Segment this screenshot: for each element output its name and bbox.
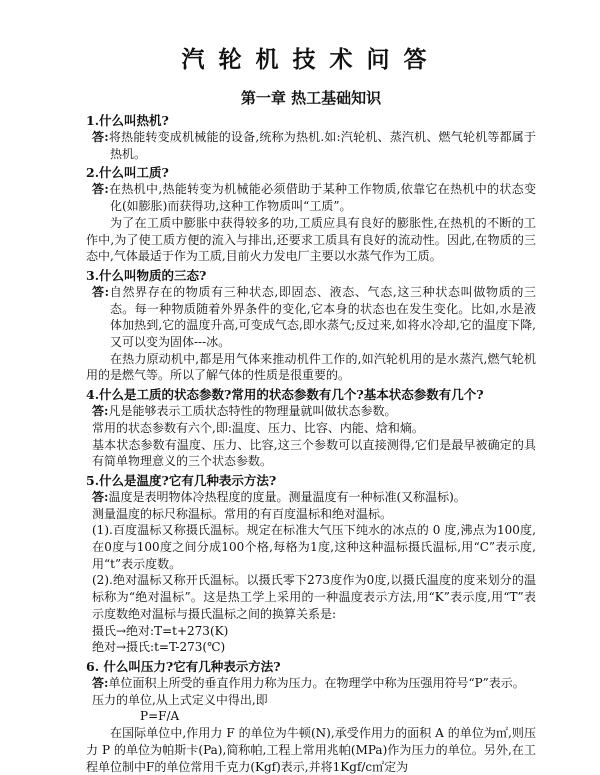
answer-text: 温度是表明物体冷热程度的度量。测量温度有一种标准(又称温标)。 <box>108 489 466 504</box>
answer-paragraph <box>92 675 536 692</box>
question-6 <box>86 658 536 775</box>
body-line: 常用的状态参数有六个,即:温度、压力、比容、内能、焓和熵。 <box>92 420 424 435</box>
question-1 <box>86 112 536 162</box>
chapter-heading: 第一章 热工基础知识 <box>240 89 382 107</box>
answer-text: 单位面积上所受的垂直作用力称为压力。在物理学中称为压强用符号“P”表示。 <box>108 675 525 690</box>
answer-label: 答: <box>92 404 109 419</box>
answer-label: 答: <box>92 182 109 197</box>
body-line: 测量温度的标尺称温标。常用的有百度温标和绝对温标。 <box>92 506 393 521</box>
question-heading: 3.什么叫物质的三态? <box>86 267 207 283</box>
answer-paragraph <box>92 284 536 351</box>
answer-paragraph <box>92 489 536 506</box>
answer-paragraph <box>92 403 536 420</box>
question-4 <box>86 386 536 470</box>
question-3 <box>86 267 536 384</box>
answer-label: 答: <box>92 130 109 144</box>
answer-paragraph <box>92 181 536 214</box>
answer-label: 答: <box>92 489 109 504</box>
answer-text: 自然界存在的物质有三种状态,即固态、液态、气态,这三种状态叫做物质的三态。每一种物质随着外界条件的变化,它本身的状态也在发生变化。比如,水是液体加热到,它的温度升高,可变成气态,即水蒸气;反过来,如将水冷却,它的温度下降,又可以变为固体---冰。 <box>109 284 536 350</box>
answer-text: 凡是能够表示工质状态特性的物理量就叫做状态参数。 <box>108 404 397 419</box>
body-line: (2).绝对温标又称开氏温标。以摄氏零下273度作为0度,以摄氏温度的度来划分的温标称为“绝对温标”。这是热工学上采用的一种温度表示方法,用“K”表示度,用“T”表示度数绝对温标与摄氏温标之间的换算关系是: <box>92 573 536 621</box>
formula-line: P=F/A <box>140 709 180 724</box>
body-line: 压力的单位,从上式定义中得出,即 <box>92 692 268 707</box>
answer-text: 将热能转变成机械能的设备,统称为热机.如:汽轮机、蒸汽机、燃气轮机等都属于热机。 <box>108 130 536 161</box>
body-paragraph: 在热力原动机中,都是用气体来推动机件工作的,如汽轮机用的是水蒸汽,燃气轮机用的是燃气等。所以了解气体的性质是很重要的。 <box>86 351 536 383</box>
answer-label: 答: <box>92 675 109 690</box>
question-heading: 2.什么叫工质? <box>86 165 169 181</box>
body-line: (1).百度温标又称摄氏温标。规定在标准大气压下纯水的冰点的 0 度,沸点为100度,在0度与100度之间分成100个格,每格为1度,这种这种温标摄氏温标,用“C”表示度,用“t”表示度数。 <box>92 523 536 571</box>
document-title: 汽轮机技术问答 <box>181 46 441 73</box>
formula-line: 绝对→摄氏:t=T-273(℃) <box>92 640 226 655</box>
formula-line: 摄氏→绝对:T=t+273(K) <box>92 623 229 638</box>
question-heading: 4.什么是工质的状态参数?常用的状态参数有几个?基本状态参数有几个? <box>86 387 484 403</box>
answer-paragraph <box>92 129 536 162</box>
body-line: 基本状态参数有温度、压力、比容,这三个参数可以直接测得,它们是最早被确定的具有简单物理意义的三个状态参数。 <box>92 437 536 469</box>
body-paragraph: 在国际单位中,作用力 F 的单位为牛顿(N),承受作用力的面积 A 的单位为㎡,则压力 P 的单位为帕斯卡(Pa),简称帕,工程上常用兆帕(MPa)作为压力的单位。另外,在工程单位制中F的单位常用千克力(Kgf)表示,并将1Kgf/c㎡定为 <box>86 726 536 774</box>
question-heading: 5.什么是温度?它有几种表示方法? <box>86 472 277 488</box>
question-5 <box>86 472 536 656</box>
answer-label: 答: <box>92 284 110 299</box>
answer-text: 在热机中,热能转变为机械能必须借助于某种工作物质,依靠它在热机中的状态变化(如膨胀)而获得功,这种工作物质叫“工质”。 <box>108 182 536 214</box>
question-heading: 6. 什么叫压力?它有几种表示方法? <box>86 658 281 674</box>
question-2 <box>86 164 536 265</box>
body-paragraph: 为了在工质中膨胀中获得较多的功,工质应具有良好的膨胀性,在热机的不断的工作中,为了使工质方便的流入与排出,还要求工质具有良好的流动性。因此,在物质的三态中,气体最适于作为工质,目前火力发电厂主要以水蒸气作为工质。 <box>86 215 536 264</box>
question-heading: 1.什么叫热机? <box>86 113 169 128</box>
